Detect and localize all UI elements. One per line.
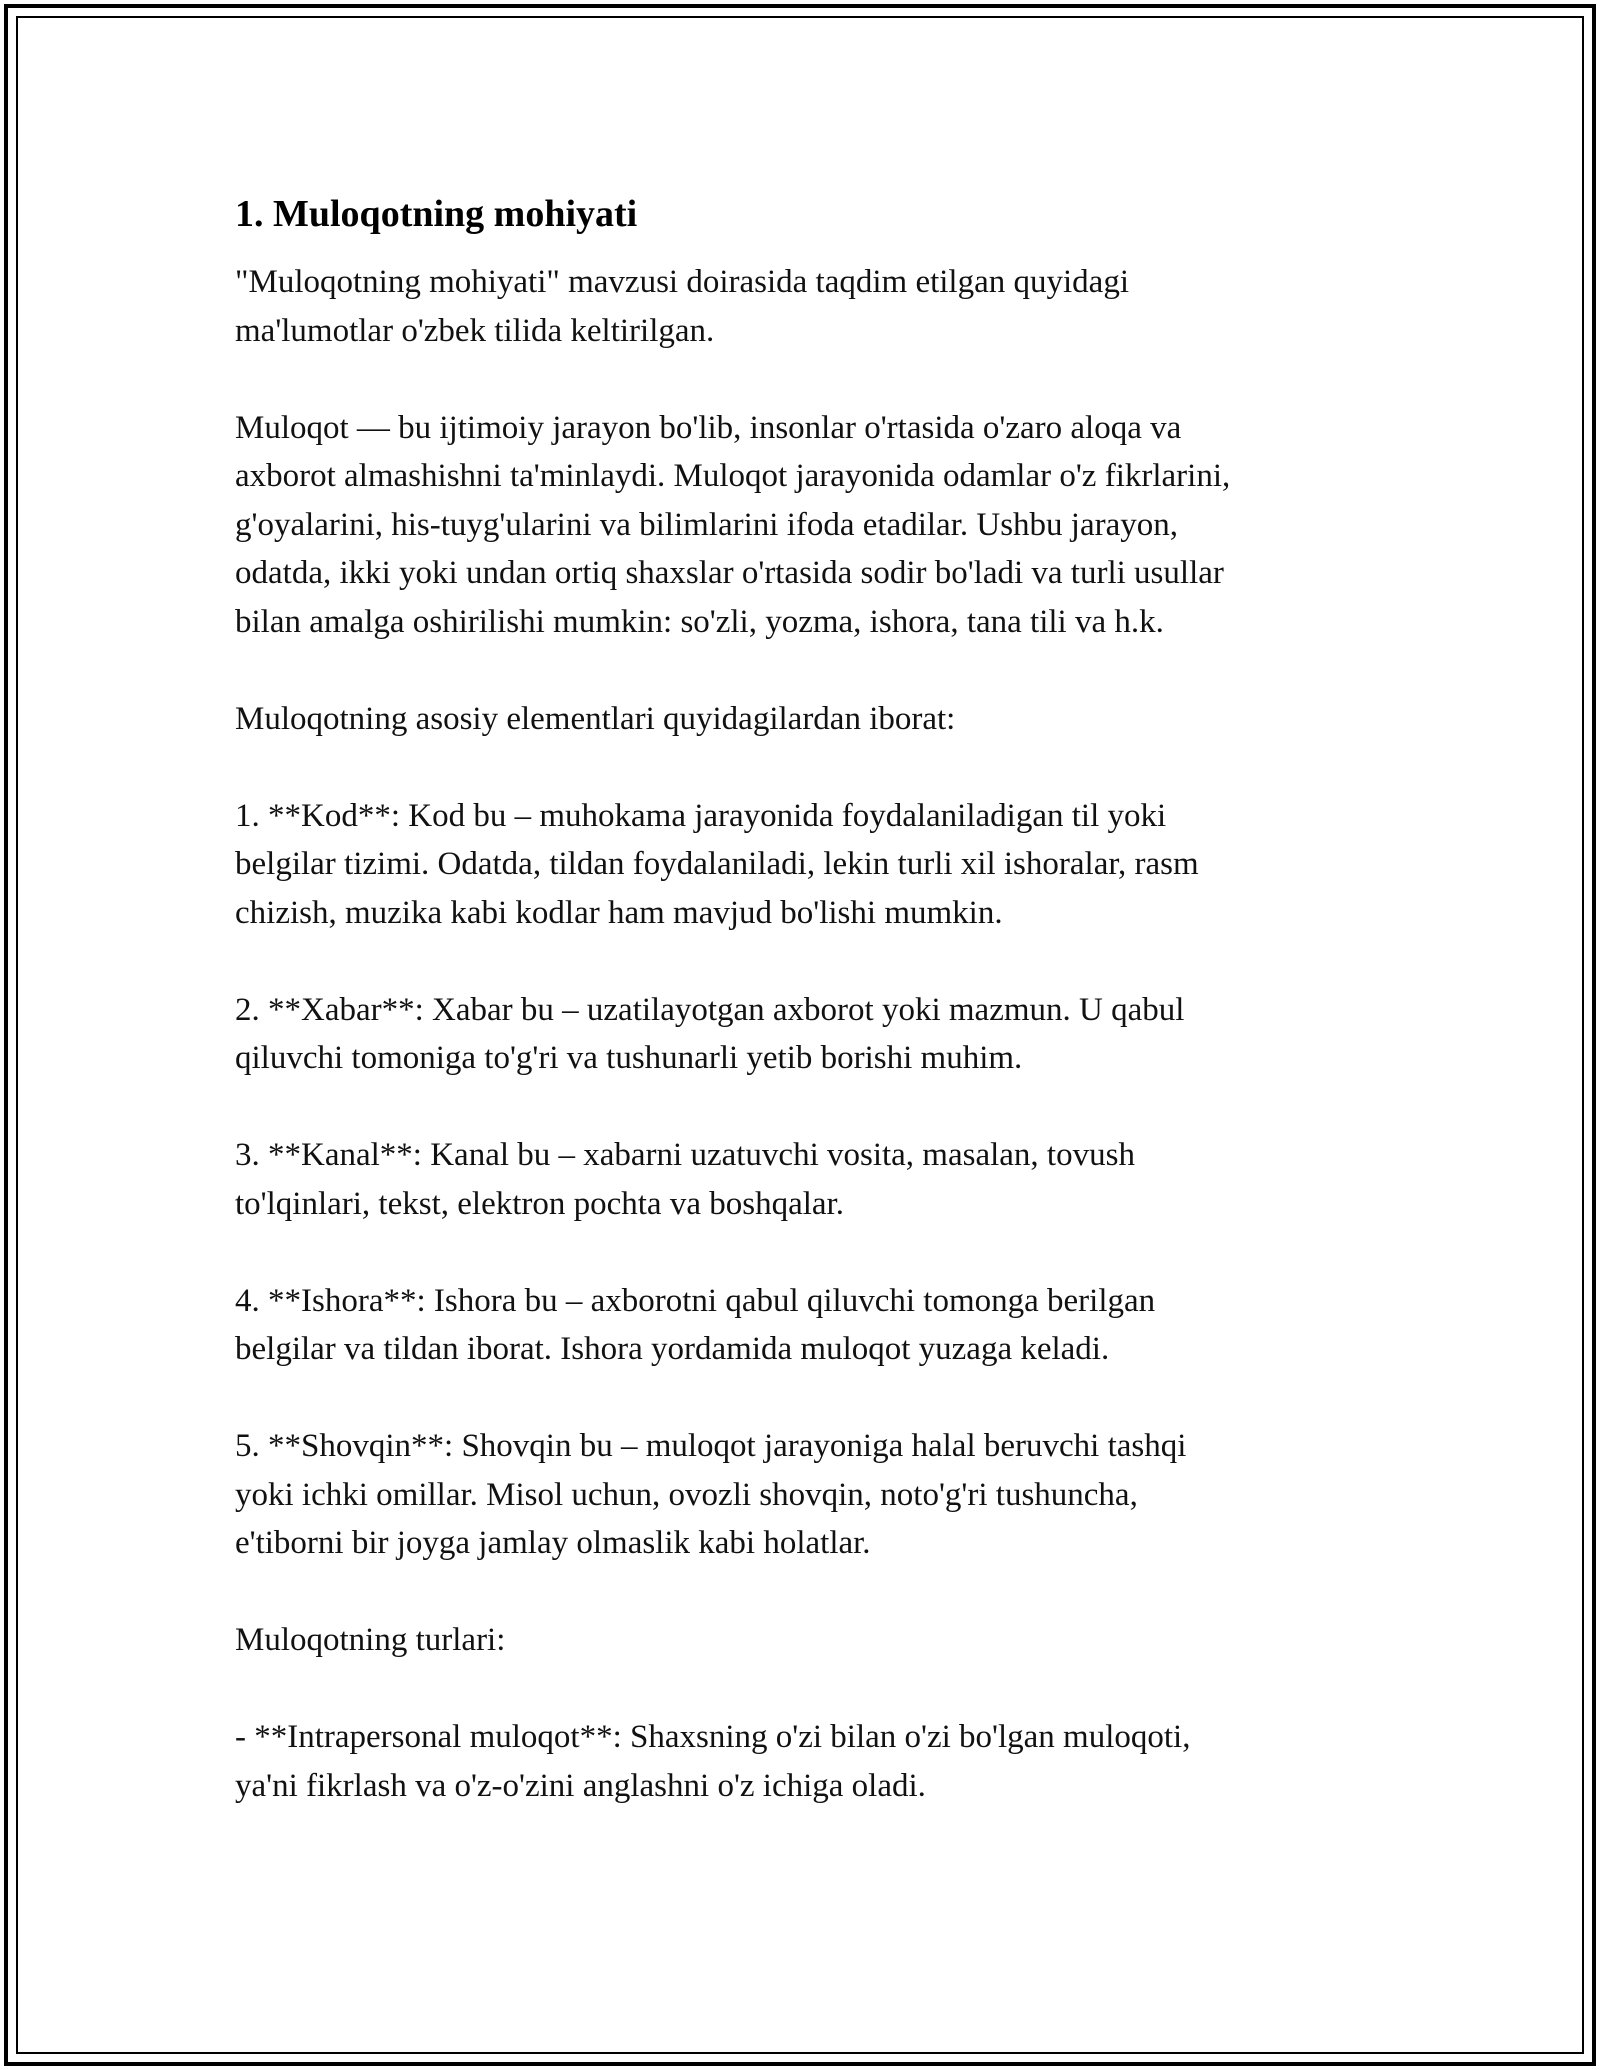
element-item-kod: [235, 792, 1365, 938]
text-line: ya'ni fikrlash va o'z-o'zini anglashni o'z ichiga oladi.: [235, 1767, 926, 1804]
text-line: Muloqotning asosiy elementlari quyidagilardan iborat:: [235, 700, 956, 737]
text-line: 4. **Ishora**: Ishora bu – axborotni qabul qiluvchi tomonga berilgan: [235, 1282, 1156, 1319]
document-body: [235, 188, 1365, 1859]
text-line: 3. **Kanal**: Kanal bu – xabarni uzatuvchi vosita, masalan, tovush: [235, 1137, 1135, 1173]
text-line: Muloqotning turlari:: [235, 1622, 506, 1658]
text-line: axborot almashishni ta'minlaydi. Muloqot jarayonida odamlar o'z fikrlarini,: [235, 458, 1231, 494]
text-line: e'tiborni bir joyga jamlay olmaslik kabi holatlar.: [235, 1525, 871, 1561]
text-line: 2. **Xabar**: Xabar bu – uzatilayotgan axborot yoki mazmun. U qabul: [235, 991, 1185, 1028]
text-line: belgilar va tildan iborat. Ishora yordamida muloqot yuzaga keladi.: [235, 1331, 1110, 1367]
text-line: belgilar tizimi. Odatda, tildan foydalaniladi, lekin turli xil ishoralar, rasm: [235, 846, 1199, 882]
text-line: 5. **Shovqin**: Shovqin bu – muloqot jarayoniga halal beruvchi tashqi: [235, 1428, 1187, 1464]
text-line: odatda, ikki yoki undan ortiq shaxslar o'rtasida sodir bo'ladi va turli usullar: [235, 555, 1224, 591]
text-line: to'lqinlari, tekst, elektron pochta va boshqalar.: [235, 1185, 844, 1222]
elements-intro-paragraph: [235, 695, 1365, 744]
text-line: chizish, muzika kabi kodlar ham mavjud bo'lishi mumkin.: [235, 894, 1003, 931]
text-line: g'oyalarini, his-tuyg'ularini va bilimlarini ifoda etadilar. Ushbu jarayon,: [235, 506, 1178, 543]
intro-paragraph: [235, 258, 1365, 355]
document-title: 1. Muloqotning mohiyati: [235, 193, 638, 235]
element-item-kanal: [235, 1131, 1365, 1228]
types-intro-paragraph: [235, 1616, 1365, 1665]
element-item-shovqin: [235, 1422, 1365, 1568]
definition-paragraph: [235, 404, 1365, 647]
type-item-intrapersonal: [235, 1713, 1365, 1810]
element-item-xabar: [235, 986, 1365, 1083]
text-line: - **Intrapersonal muloqot**: Shaxsning o'zi bilan o'zi bo'lgan muloqoti,: [235, 1719, 1191, 1755]
text-line: 1. **Kod**: Kod bu – muhokama jarayonida foydalaniladigan til yoki: [235, 797, 1167, 834]
text-line: "Muloqotning mohiyati" mavzusi doirasida taqdim etilgan quyidagi: [235, 264, 1129, 300]
element-item-ishora: [235, 1277, 1365, 1374]
text-line: ma'lumotlar o'zbek tilida keltirilgan.: [235, 312, 715, 349]
text-line: qiluvchi tomoniga to'g'ri va tushunarli yetib borishi muhim.: [235, 1040, 1023, 1076]
text-line: bilan amalga oshirilishi mumkin: so'zli, yozma, ishora, tana tili va h.k.: [235, 603, 1164, 640]
text-line: yoki ichki omillar. Misol uchun, ovozli shovqin, noto'g'ri tushuncha,: [235, 1476, 1138, 1513]
text-line: Muloqot — bu ijtimoiy jarayon bo'lib, insonlar o'rtasida o'zaro aloqa va: [235, 409, 1182, 446]
